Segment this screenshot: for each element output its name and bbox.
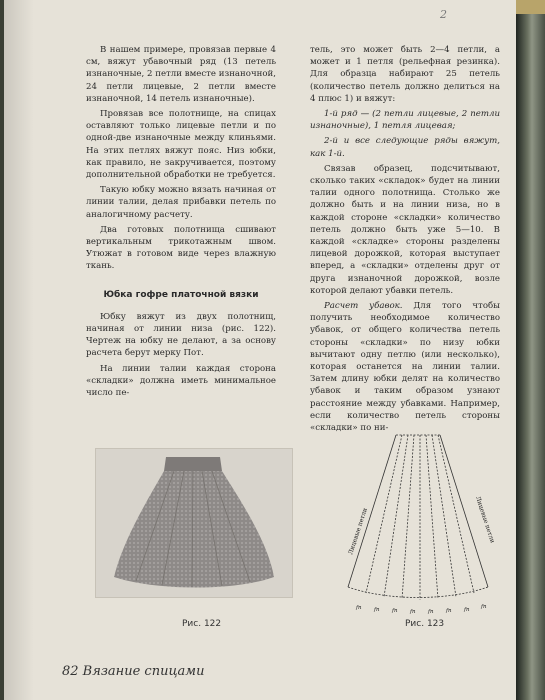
bottom-label: fп xyxy=(428,609,434,615)
right-column xyxy=(310,44,500,437)
skirt-photo xyxy=(95,448,293,598)
spine-band xyxy=(516,0,545,14)
paragraph: На линии талии каждая сторона «складки» должна иметь минимальное число пе- xyxy=(86,363,276,399)
bottom-label: fп xyxy=(410,609,416,615)
calc-text: Для того чтобы получить необходимое количество убавок, от общего количества петель стороны «складки» по низу юбки вычитают одну петлю (или несколько), которая останется на линии талии. Затем длину юбки делят на количество убавок и таким образом узнают расстояние между убавками. Например, если количество петель стороны «складки» по ни- xyxy=(310,301,501,434)
calc-heading: Расчет убавок. xyxy=(324,301,403,312)
paragraph: В нашем примере, провязав первые 4 см, вяжут убавочный ряд (13 петель изнаночные, 2 петли вместе изнаночной, 24 петли лицевые, 2 петли вместе изнаночной, 14 петель изнаночные). xyxy=(86,45,276,104)
page-marker: 2 xyxy=(440,8,447,21)
bottom-label: fп xyxy=(481,604,487,610)
paragraph: Провязав все полотнище, на спицах оставляют только лицевые петли и по одной-две изнаночные между клиньями. На этих петлях вяжут пояс. Низ юбки, как правило, не закручивается, поэтому дополнительной обработки не требуется. xyxy=(86,109,276,181)
left-column xyxy=(86,44,276,402)
bottom-label: fп xyxy=(392,608,398,614)
paragraph: Связав образец, подсчитывают, сколько таких «складок» будет на линии талии одного полотнища. Столько же должно быть и на линии низа, но в каждой стороне «складки» количество петель должно быть уже 5—10. В каждой «складке» стороны разделены лицевой дорожкой, которая выступает вперед, а «складки» отделены друг от друга изнаночной дорожкой, возле которой делают убавки петель. xyxy=(310,163,500,296)
left-side-label: Лицевые петли xyxy=(347,507,369,556)
figure-123-caption: Рис. 123 xyxy=(405,619,445,629)
skirt-diagram xyxy=(338,415,498,615)
figure-122-caption: Рис. 122 xyxy=(182,619,222,629)
knit-row-2: 2-й и все следующие ряды вяжут, как 1-й. xyxy=(310,136,500,159)
paragraph: Юбку вяжут из двух полотнищ, начиная от линии низа (рис. 122). Чертеж на юбку не делают, а за основу расчета берут мерку Пот. xyxy=(86,311,276,359)
knit-row-1: 1-й ряд — (2 петли лицевые, 2 петли изнаночные), 1 петля лицевая; xyxy=(310,109,500,132)
page-gutter-shadow xyxy=(4,0,34,700)
section-heading: Юбка гофре платочной вязки xyxy=(103,289,259,300)
skirt-photo-drawing xyxy=(96,449,292,597)
bottom-label: fп xyxy=(464,607,470,613)
bottom-label: fп xyxy=(356,605,362,611)
bottom-label: fп xyxy=(374,607,380,613)
paragraph: Два готовых полотнища сшивают вертикальным трикотажным швом. Утюжат в готовом виде через влажную ткань. xyxy=(86,224,276,272)
paragraph: тель, это может быть 2—4 петли, а может и 1 петля (рельефная резинка). Для образца набирают 25 петель (количество петель должно делиться на 4 плюс 1) и вяжут: xyxy=(310,45,500,104)
page-footer: 82 Вязание спицами xyxy=(62,664,205,679)
book-spine xyxy=(516,0,545,700)
skirt-diagram-drawing xyxy=(338,415,498,615)
paragraph: Такую юбку можно вязать начиная от линии талии, делая прибавки петель по аналогичному расчету. xyxy=(86,185,276,220)
right-side-label: Лицевые петли xyxy=(474,495,496,544)
bottom-label: fп xyxy=(446,608,452,614)
